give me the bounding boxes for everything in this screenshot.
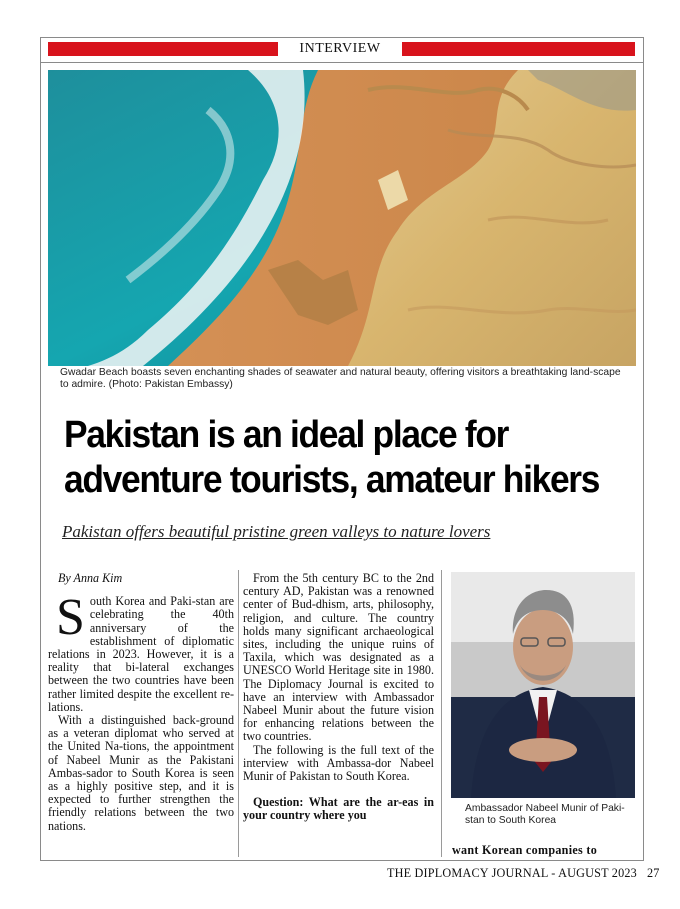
column-divider-1 — [238, 570, 239, 857]
paragraph-4: The following is the full text of the interview with Ambassa-dor Nabeel Munir of Pakistan to South Korea. — [243, 742, 434, 784]
portrait-caption: Ambassador Nabeel Munir of Paki-stan to South Korea — [465, 803, 625, 826]
section-bar-left — [48, 42, 278, 56]
article-column-2 — [243, 572, 434, 823]
beach-aerial-photo — [48, 70, 636, 366]
paragraph-3: From the 5th century BC to the 2nd century AD, Pakistan was a renowned center of Bud-dhism, arts, philosophy, religion, and culture. The country holds many significant archaeological sites, including the unique ruins of Taxila, which was designated as a UNESCO World Heritage site in 1980. The Diplomacy Journal is excited to have an interview with Ambassador Nabeel Munir about the future vision for enhancing relations between the two countries. — [243, 571, 434, 744]
headline-line-1: Pakistan is an ideal place for — [64, 414, 509, 456]
paragraph-1-text: outh Korea and Paki-stan are celebrating the 40th anniversary of the establishment of diplomatic relations in 2023. However, it is a reality that bi-lateral exchanges between the two countries have been rather limited despite the excellent re-lations. — [48, 594, 234, 714]
footer-publication: THE DIPLOMACY JOURNAL - AUGUST 2023 — [387, 866, 637, 880]
header-rule — [40, 62, 644, 63]
drop-cap: S — [56, 589, 85, 647]
headline — [64, 413, 603, 503]
paragraph-1 — [48, 589, 234, 714]
section-bar-right — [402, 42, 635, 56]
byline: By Anna Kim — [58, 571, 123, 585]
photo-caption: Gwadar Beach boasts seven enchanting shades of seawater and natural beauty, offering visitors a breathtaking land-scape to admire. (Photo: Pakistan Embassy) — [60, 367, 621, 390]
question-1: Question: What are the ar-eas in your country where you — [243, 795, 434, 823]
article-column-1 — [48, 572, 234, 833]
footer — [387, 866, 660, 881]
column-3-text: want Korean companies to — [452, 843, 598, 857]
headline-line-2: adventure tourists, amateur hikers — [64, 459, 600, 501]
section-label: INTERVIEW — [299, 41, 381, 56]
column-divider-2 — [441, 570, 442, 857]
paragraph-2: With a distinguished back-ground as a veteran diplomat who served at the United Na-tions, the appointment of Nabeel Munir as the Pakistani Ambas-sador to South Korea is seen as a highly positive step, and it is expected to further strengthen the friendly relations between the two nations. — [48, 713, 234, 833]
ambassador-portrait-photo — [451, 572, 635, 798]
page-number: 27 — [646, 866, 660, 880]
deck-subtitle: Pakistan offers beautiful pristine green valleys to nature lovers — [62, 522, 491, 541]
